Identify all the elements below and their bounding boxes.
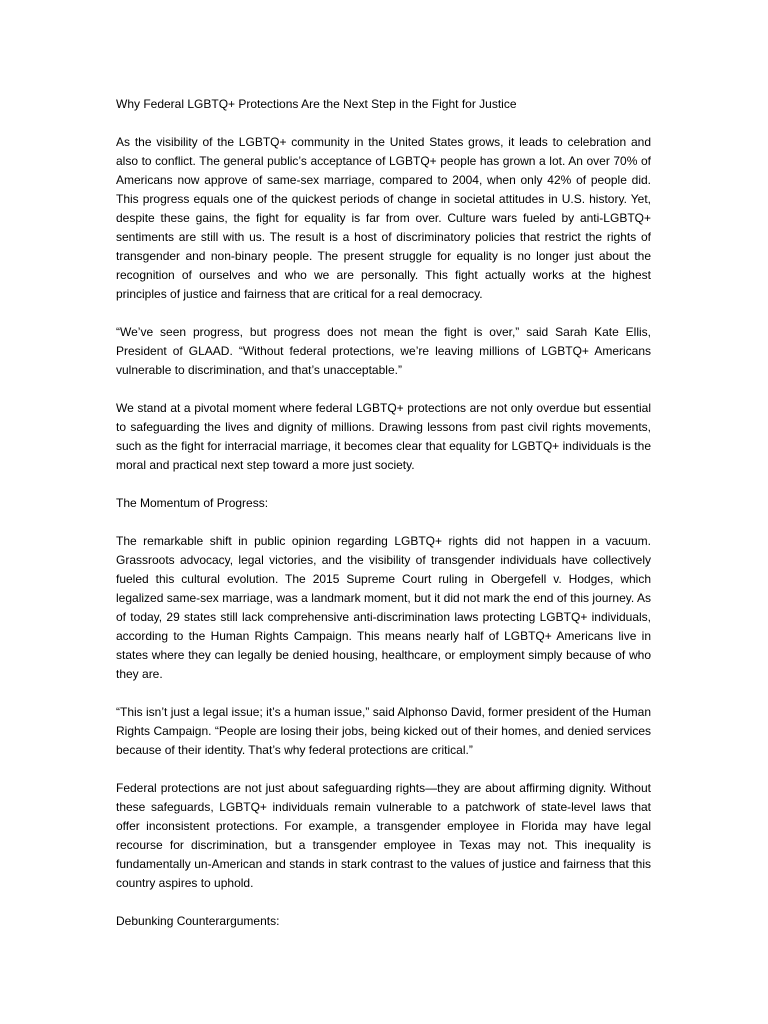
quote-paragraph-ellis: “We’ve seen progress, but progress does not mean the fight is over,” said Sarah Kate Ellis, President of GLAAD. “Without federal protections, we’re leaving millions of LGBTQ+ Americans vulnerable to discrimination, and that’s unacceptable.” — [116, 325, 651, 377]
intro-paragraph: As the visibility of the LGBTQ+ community in the United States grows, it leads to celebration and also to conflict. The general public’s acceptance of LGBTQ+ people has grown a lot. An over 70% of Americans now approve of same-sex marriage, compared to 2004, when only 42% of people did. This progress equals one of the quickest periods of change in societal attitudes in U.S. history. Yet, despite these gains, the fight for equality is far from over. Culture wars fueled by anti-LGBTQ+ sentiments are still with us. The result is a host of discriminatory policies that restrict the rights of transgender and non-binary people. The present struggle for equality is no longer just about the recognition of ourselves and who we are personally. This fight actually works at the highest principles of justice and fairness that are critical for a real democracy. — [116, 135, 651, 301]
quote-paragraph-david: “This isn’t just a legal issue; it’s a human issue,” said Alphonso David, former president of the Human Rights Campaign. “People are losing their jobs, being kicked out of their homes, and denied services because of their identity. That’s why federal protections are critical.” — [116, 705, 651, 757]
section-heading-counterarguments: Debunking Counterarguments: — [116, 914, 280, 928]
document-page — [116, 95, 651, 950]
pivotal-moment-paragraph: We stand at a pivotal moment where federal LGBTQ+ protections are not only overdue but essential to safeguarding the lives and dignity of millions. Drawing lessons from past civil rights movements, such as the fight for interracial marriage, it becomes clear that equality for LGBTQ+ individuals is the moral and practical next step toward a more just society. — [116, 401, 651, 472]
document-title: Why Federal LGBTQ+ Protections Are the Next Step in the Fight for Justice — [116, 97, 517, 111]
federal-protections-paragraph: Federal protections are not just about safeguarding rights—they are about affirming dignity. Without these safeguards, LGBTQ+ individuals remain vulnerable to a patchwork of state-level laws that offer inconsistent protections. For example, a transgender employee in Florida may have legal recourse for discrimination, but a transgender employee in Texas may not. This inequality is fundamentally un-American and stands in stark contrast to the values of justice and fairness that this country aspires to uphold. — [116, 781, 651, 890]
momentum-paragraph: The remarkable shift in public opinion regarding LGBTQ+ rights did not happen in a vacuum. Grassroots advocacy, legal victories, and the visibility of transgender individuals have collectively fueled this cultural evolution. The 2015 Supreme Court ruling in Obergefell v. Hodges, which legalized same-sex marriage, was a landmark moment, but it did not mark the end of this journey. As of today, 29 states still lack comprehensive anti-discrimination laws protecting LGBTQ+ individuals, according to the Human Rights Campaign. This means nearly half of LGBTQ+ Americans live in states where they can legally be denied housing, healthcare, or employment simply because of who they are. — [116, 534, 651, 681]
section-heading-momentum: The Momentum of Progress: — [116, 496, 269, 510]
